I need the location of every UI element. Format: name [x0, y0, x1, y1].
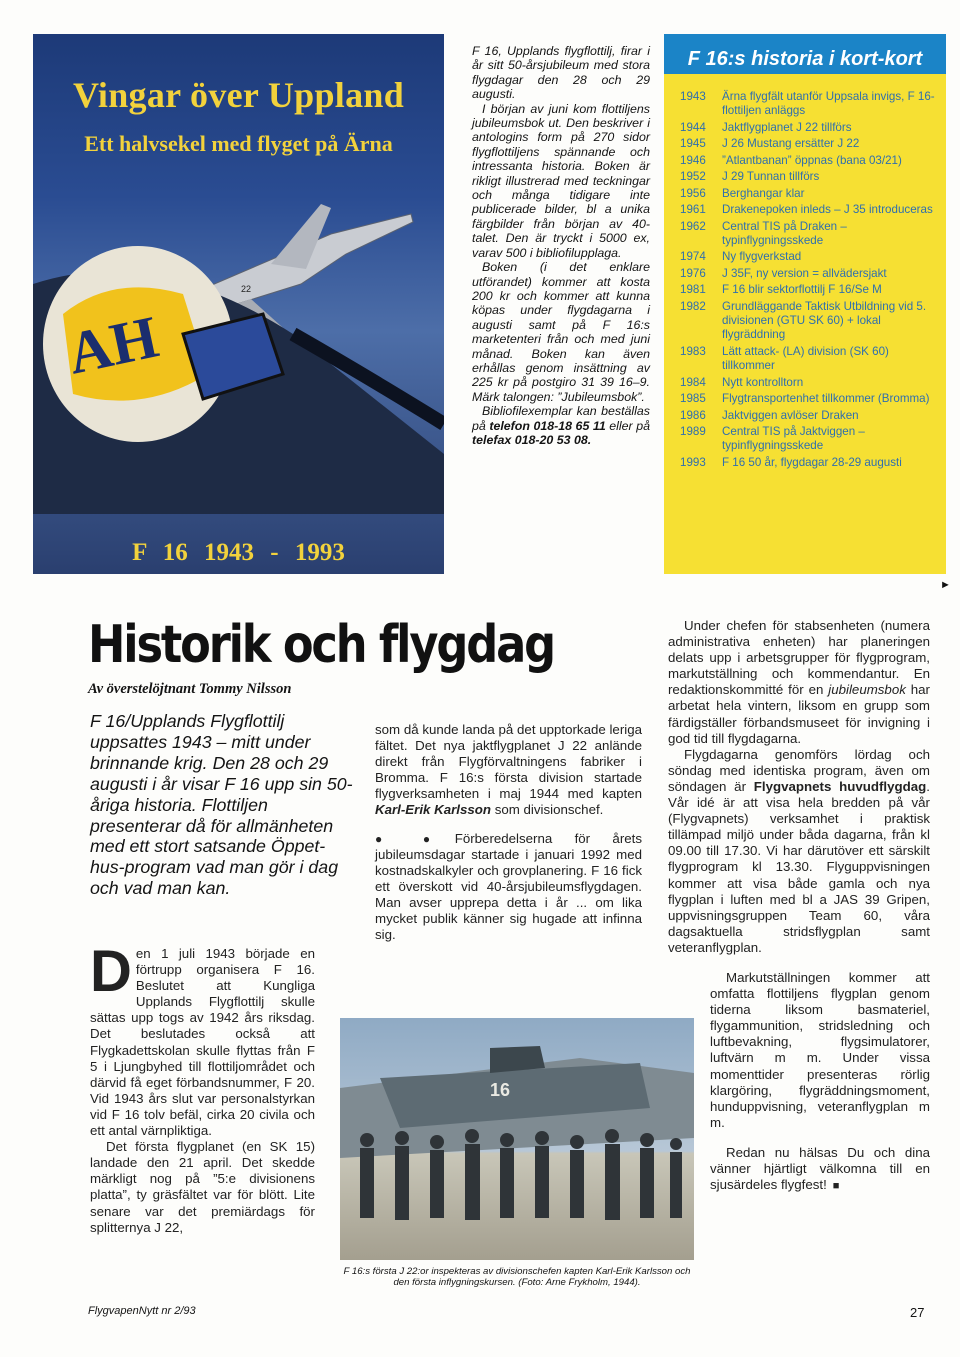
timeline-event: Berghangar klar: [722, 186, 805, 200]
timeline-event: Flygtransportenhet tillkommer (Bromma): [722, 392, 930, 406]
timeline-row: [672, 425, 938, 453]
timeline-row: [672, 220, 938, 248]
column-3-text-4: Redan nu hälsas Du och dina vänner hjärtligt välkomna till en sjusärdeles flygfest!: [710, 1144, 930, 1193]
column-3-paragraph-3: Markutställningen kommer att omfatta flottiljens flygplan genom tiderna liksom basmateriel, flygammunition, stridsledning och luftbevakning, flygsimulatorer, luftvärn m m. Under vissa momenttider presenteras rörlig klargöring, flygräddningsmoment, hunduppvisning, veteranflygplan m m.: [710, 969, 930, 1130]
timeline-event: Ny flygverkstad: [722, 250, 802, 264]
timeline-row: [672, 90, 938, 118]
timeline-row: [672, 283, 938, 297]
timeline-event: J 26 Mustang ersätter J 22: [722, 137, 860, 151]
article-column-1: [90, 939, 315, 1236]
timeline-event: F 16 blir sektorflottilj F 16/Se M: [722, 283, 882, 297]
article-byline: Av överstelöjtnant Tommy Nilsson: [88, 681, 292, 697]
timeline-year: 1984: [680, 375, 706, 389]
timeline-event: Central TIS på Jaktviggen – typinflygningsskede: [722, 425, 865, 453]
timeline-year: 1982: [680, 299, 706, 313]
cover-subtitle: Ett halvsekel med flyget på Ärna: [84, 131, 393, 156]
timeline-heading: F 16:s historia i kort-kort: [664, 34, 946, 74]
timeline-event: Jaktflygplanet J 22 tillförs: [722, 120, 852, 134]
article-lede: F 16/Upplands Flygflottilj uppsattes 1943 – mitt under brinnande krig. Den 28 och 29 augusti i år visar F 16 upp sin 50-åriga historia. Flottiljen presenterar då för allmänheten med ett stort satsande Öppet-hus-program vad man gör i dag och vad man kan.: [90, 711, 353, 899]
timeline-year: 1962: [680, 219, 706, 233]
column-3-text-1b: har arbetat hela vintern, liksom en grupp som färdigställer förbandsmuseet för invigning i god tid till flygdagarna.: [668, 682, 930, 746]
commander-name: Karl-Erik Karlsson: [375, 802, 492, 818]
timeline-year: 1945: [680, 137, 706, 151]
book-announcement: [472, 44, 650, 447]
timeline-row: [672, 121, 938, 135]
timeline-row: [672, 456, 938, 470]
timeline-event: Central TIS på Draken – typinflygningsskede: [722, 219, 847, 247]
column-2-text-start: som då kunde landa på det upptorkade leriga fältet. Det nya jaktflygplanet J 22 anlände direkt från Flygförvaltningens fabriker i Bromma. F 16:s första division startade flygverksamheten i maj 1944 med kapten: [375, 722, 642, 802]
article-headline: Historik och flygdag: [88, 615, 554, 675]
timeline-year: 1976: [680, 266, 706, 280]
timeline-row: [672, 267, 938, 281]
continue-arrow-icon: ►: [940, 579, 951, 591]
timeline-event: Drakenepoken inleds – J 35 introduceras: [722, 203, 933, 217]
column-1-paragraph-1: [90, 939, 315, 1139]
timeline-row: [672, 137, 938, 151]
photo-caption: F 16:s första J 22:or inspekteras av divisionschefen kapten Karl-Erik Karlsson och den första inflygningskursen. (Foto: Arne Frykholm, 1944).: [343, 1266, 691, 1288]
article-column-3: [668, 618, 930, 1194]
timeline-event: Nytt kontrolltorn: [722, 375, 804, 389]
timeline-row: [672, 250, 938, 264]
phone-number: telefon 018-18 65 11: [489, 418, 606, 433]
timeline-year: 1983: [680, 344, 706, 358]
timeline-event: Ärna flygfält utanför Uppsala invigs, F 16-flottiljen anläggs: [722, 90, 935, 118]
main-flight-day: Flygvapnets huvudflygdag: [753, 778, 927, 794]
column-3-text-2b: . Vår idé är att visa hela bredden på vår (Flygvapnets) verksamhet i praktisk tillämpad miljö under båda dagarna, från kl 09.00 till 17.30. Vi har därutöver ett särskilt flygprogram kl 13.30. Flyguppvisningen kommer att visa både gamla och nya flygplan i luften med bl a JAS 39 Gripen, uppvisningsgruppen Team 60, våra dagsaktuella stridsflygplan samt veteranflygplan.: [668, 778, 930, 955]
column-3-paragraph-4: [710, 1145, 930, 1194]
timeline-row: [672, 187, 938, 201]
timeline-event: ”Atlantbanan” öppnas (bana 03/21): [722, 153, 902, 167]
column-3-paragraph-2: [668, 747, 930, 956]
timeline-year: 1989: [680, 425, 706, 439]
end-mark-icon: ■: [832, 1180, 840, 1193]
photo-scene: [340, 1018, 694, 1260]
order-text-mid: eller på: [605, 418, 650, 433]
drop-cap: D: [90, 939, 132, 1004]
book-cover-image: [33, 34, 444, 574]
article-column-2: [375, 722, 642, 943]
plane-number: 16: [490, 1080, 511, 1100]
timeline-year: 1944: [680, 120, 706, 134]
timeline-year: 1986: [680, 408, 706, 422]
column-3-text-2a: Flygdagarna genomförs lördag och söndag med identiska program, även om söndagen är: [668, 746, 930, 794]
timeline-year: 1956: [680, 186, 706, 200]
column-2-text-2: Förberedelserna för årets jubileumsdagar startade i januari 1992 med kostnadskalkyler och grovplanering. F 16 fick ett överskott vid 40-årsjubileumsflygdagen. Man avser upprepa detta i år ... om lika mycket publik känner sig hugade att infinna sig.: [375, 830, 642, 943]
timeline-year: 1981: [680, 283, 706, 297]
timeline-event: J 35F, ny version = allvädersjakt: [722, 266, 887, 280]
timeline-row: [672, 376, 938, 390]
timeline-year: 1985: [680, 392, 706, 406]
column-2-text-end: som divisionschef.: [491, 802, 604, 818]
aircraft-number: 22: [241, 284, 252, 294]
timeline-year: 1946: [680, 153, 706, 167]
timeline-row: [672, 300, 938, 343]
timeline-row: [672, 203, 938, 217]
column-1-text-1: en 1 juli 1943 började en förtrupp organisera F 16. Beslutet att Kungliga Upplands Flygflottilj skulle sättas upp togs av 1942 års riksdag. Det beslutades också att Flygkadettskolan skulle flyttas från F 5 i Ljungbyhed till flottiljområdet och därvid få eget förbandsnummer, F 20. Vid 1943 års slut var personalstyrkan vid F 16 tolv befäl, cirka 20 civila och ett antal värnpliktiga.: [90, 946, 315, 1139]
timeline-row: [672, 345, 938, 373]
helmet-text: AH: [61, 303, 164, 387]
timeline-row: [672, 392, 938, 406]
column-2-paragraph-2: [375, 831, 642, 944]
book-paragraph-3: Boken (i det enklare utförandet) kommer att kosta 200 kr och kommer att kunna köpas under flygdagarna i augusti samt på F 16:s marketenteri från och med juni månad. Boken kan även erhållas genom insättning av 225 kr på postgiro 31 39 16–9. Märk talongen: ”Jubileumsbok”.: [472, 260, 650, 404]
timeline-event: J 29 Tunnan tillförs: [722, 170, 820, 184]
timeline-row: [672, 154, 938, 168]
book-title-emphasis: jubileumsbok: [828, 682, 906, 698]
timeline-row: [672, 409, 938, 423]
book-paragraph-2: I början av juni kom flottiljens jubileumsbok ut. Den beskriver i antologins form på 270 sidor flygflottiljens spännande och intressanta historia. Boken är rikligt illustrerad med teckningar och många tidigare inte publicerade bilder, bl a unika färgbilder från början av 40-talet. Den är tryckt i 5000 ex, varav 500 i bibliofilupplaga.: [472, 101, 650, 260]
timeline-list: [664, 74, 946, 470]
timeline-year: 1961: [680, 203, 706, 217]
timeline-event: F 16 50 år, flygdagar 28-29 augusti: [722, 455, 902, 469]
column-3-text-1a: Under chefen för stabsenheten (numera administrativa enheten) har planeringen delats upp i arbetsgrupper för flygprogram, markutställning och kommendantur. En redaktionskommitté för en: [668, 618, 930, 698]
cover-years: F 16 1943 - 1993: [132, 539, 345, 566]
cockpit-helmet-illustration: [33, 224, 444, 514]
timeline-event: Lätt attack- (LA) division (SK 60) tillkommer: [722, 344, 889, 373]
timeline-event: Grundläggande Taktisk Utbildning vid 5. divisionen (GTU SK 60) + lokal flygräddning: [722, 299, 927, 342]
column-1-paragraph-2: Det första flygplanet (en SK 15) landade den 21 april. Det skedde märkligt nog på ”5:e divisionens platta”, ty gräsfältet var för blött. Lite senare var det premiärdags för splitternya J 22,: [90, 1139, 315, 1235]
column-3-paragraph-1: [668, 618, 930, 747]
book-paragraph-1: F 16, Upplands flygflottilj, firar i år sitt 50-årsjubileum med stora flygdagar den 28 och 29 augusti.: [472, 44, 650, 102]
column-2-paragraph-1: [375, 722, 642, 819]
bullet-icon: ● ●: [375, 831, 449, 846]
historic-photo: [340, 1018, 694, 1260]
order-text: Bibliofilexemplar kan beställas på: [472, 404, 650, 433]
cover-title: Vingar över Uppland: [72, 75, 405, 115]
fax-number: telefax 018-20 53 08.: [472, 432, 592, 447]
timeline-year: 1952: [680, 170, 706, 184]
timeline-year: 1974: [680, 250, 706, 264]
timeline-event: Jaktviggen avlöser Draken: [722, 408, 859, 422]
timeline-year: 1993: [680, 455, 706, 469]
magazine-issue: FlygvapenNytt nr 2/93: [88, 1305, 196, 1317]
history-timeline-box: [664, 34, 946, 574]
page-number: 27: [910, 1305, 925, 1320]
timeline-row: [672, 170, 938, 184]
timeline-year: 1943: [680, 90, 706, 103]
book-paragraph-4: [472, 404, 650, 447]
